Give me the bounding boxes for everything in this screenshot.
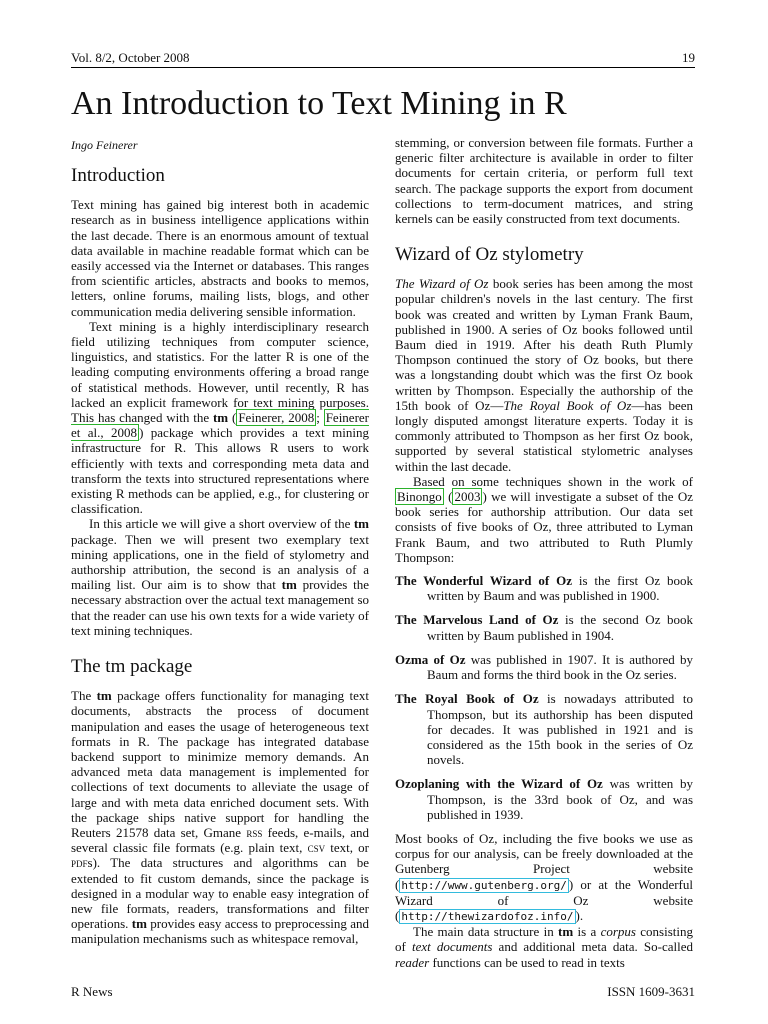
- package-name: tm: [96, 688, 112, 704]
- book-list-title: Ozoplaning with the Wizard of Oz: [395, 776, 603, 792]
- journal-name: R News: [71, 984, 113, 999]
- spacer: [395, 565, 693, 573]
- tm-paragraph-1: [71, 688, 369, 946]
- text-run: ) or at the Wonderful Wizard of Oz website (: [395, 876, 693, 923]
- text-run: provides easy access to preprocessing and manipulation mechanisms such as whitespace removal,: [71, 916, 370, 947]
- section-heading-tm-package: The tm package: [71, 656, 193, 678]
- acronym-rss: rss: [246, 824, 263, 840]
- wizardofoz-url-link[interactable]: http://thewizardofoz.info/: [401, 909, 574, 923]
- left-column: [71, 135, 369, 947]
- article-title: An Introduction to Text Mining in R: [71, 85, 567, 122]
- package-name: tm: [212, 410, 229, 426]
- issn: ISSN 1609-3631: [607, 984, 695, 999]
- section-heading-introduction: Introduction: [71, 165, 165, 187]
- book-list-item: [395, 776, 693, 822]
- book-list-desc: is the second Oz book written by Baum published in 1904.: [427, 612, 694, 643]
- citation-link[interactable]: Feinerer, 2008: [238, 410, 315, 426]
- text-run: Text mining is a highly interdisciplinary research field utilizing techniques from computer science, linguistics, and statistics. For the latter R is one of the leading computing environments offering a broad range of statistical methods. However, until recently, R has lacked an explicit framework for text mining purposes. This has changed with the: [71, 318, 369, 426]
- text-run: (: [231, 410, 237, 426]
- package-name: tm: [131, 916, 147, 932]
- text-run: book series has been among the most popular children's novels in the last century. The first book was created and written by Lyman Frank Baum, published in 1900. A series of Oz books followed until Baum died in 1919. After his death Ruth Plumly Thompson continued the story of Oz books, but there was a longstanding doubt which was the first Oz book written by Thompson. Especially the authorship of the 15th book of Oz—: [395, 276, 694, 413]
- page-footer: [71, 984, 695, 1000]
- book-list-desc: was written by Thompson, is the 33rd book of Oz, and was published in 1939.: [427, 776, 694, 822]
- text-run: Based on some techniques shown in the work of: [413, 473, 693, 489]
- text-run: provides the necessary abstraction over the actual text management so that the reader can use his own texts for a wide variety of text mining techniques.: [71, 577, 370, 638]
- book-list: [395, 573, 693, 822]
- header-rule: [71, 67, 695, 68]
- oz-paragraph-3: [395, 831, 693, 924]
- text-run: package offers functionality for managing text documents, abstracts the process of document manipulation and eases the usage of heterogeneous text formats in R. The package has integrated database backend support to minimize memory demands. An advanced meta data management is implemented for collections of text documents to alleviate the usage of large and with meta data enriched document sets. With the package ships native support for handling the Reuters 21578 data set, Gmane: [71, 688, 369, 840]
- book-list-desc: is the first Oz book written by Baum and was published in 1900.: [427, 573, 694, 604]
- book-list-item: [395, 573, 693, 603]
- book-list-title: The Marvelous Land of Oz: [395, 612, 559, 628]
- text-run: ) we will investigate a subset of the Oz book series for authorship attribution. Our data set consists of five books of Oz, three attributed to Lyman Frank Baum, and two attributed to Ruth Plumly Thompson:: [395, 489, 694, 565]
- text-run: text, or: [330, 840, 370, 856]
- book-title-italic: The Wizard of Oz: [395, 276, 489, 292]
- book-list-item: [395, 612, 693, 642]
- text-run: The main data structure in: [413, 924, 554, 940]
- text-run: In this article we will give a short overview of the: [89, 516, 351, 532]
- spacer: [71, 638, 369, 656]
- text-run: Most books of Oz, including the five books we use as corpus for our analysis, can be freely downloaded at the Gutenberg Project website (: [395, 830, 693, 892]
- book-list-title: The Wonderful Wizard of Oz: [395, 573, 572, 589]
- book-list-title: The Royal Book of Oz: [395, 691, 539, 707]
- acronym-csv: csv: [307, 840, 326, 856]
- package-name: tm: [558, 924, 574, 940]
- book-list-desc: was published in 1907. It is authored by Baum and forms the third book in the Oz series.: [427, 651, 694, 683]
- text-run: feeds, e-mails, and several classic file formats (e.g. plain text,: [71, 824, 370, 856]
- text-run: —has been longly disputed amongst literature experts. Today it is commonly attributed to Thompson as her first Oz book, supported by several statistical stylometric analyses within the last decade.: [395, 397, 693, 474]
- text-run: is a: [577, 924, 597, 940]
- text-run: ;: [316, 410, 320, 426]
- intro-paragraph-3: [71, 516, 369, 638]
- citation-link[interactable]: 2003: [454, 489, 481, 505]
- term-italic: reader: [395, 954, 430, 970]
- text-run: functions can be used to read in texts: [432, 954, 625, 970]
- tm-paragraph-2: stemming, or conversion between file formats. Further a generic filter architecture is available in order to filter documents for certain criteria, or perform full text search. The package supports the export from document collections to term-document matrices, and string kernels can be easily constructed from text documents.: [395, 135, 693, 227]
- book-list-item: [395, 691, 693, 767]
- package-name: tm: [353, 516, 369, 532]
- author-name: Ingo Feinerer: [71, 138, 138, 152]
- text-run: package. Then we will present two exemplary text mining applications, one in the field of stylometry and authorship attribution, the second is an analysis of a mailing list. Our aim is to show that: [71, 531, 369, 593]
- oz-paragraph-4: [395, 924, 693, 970]
- book-list-desc: is nowadays attributed to Thompson, but its authorship has been disputed for decades. It was published in 1921 and is considered as the 15th book in the series of Oz novels.: [427, 691, 693, 768]
- text-run: (: [448, 489, 453, 505]
- text-run: consisting of: [395, 924, 694, 955]
- text-run: The: [71, 688, 92, 704]
- term-italic: text documents: [411, 939, 493, 955]
- running-head: [71, 50, 695, 66]
- acronym-pdf: pdf: [71, 855, 88, 871]
- book-list-title: Ozma of Oz: [395, 651, 466, 667]
- book-list-item: [395, 652, 693, 682]
- volume-info: Vol. 8/2, October 2008: [71, 50, 190, 65]
- right-column: [395, 135, 693, 970]
- citation-link[interactable]: Binongo: [397, 489, 442, 505]
- text-run: and additional meta data. So-called: [498, 939, 693, 955]
- citation-link[interactable]: Feinerer et al., 2008: [71, 410, 369, 441]
- text-run: s). The data structures and algorithms can be extended to fit custom demands, since the package is designed in a modular way to enable easy integration of new file formats, readers, transformations and filter operations.: [71, 855, 369, 932]
- intro-paragraph-2: [71, 319, 369, 517]
- spacer: [395, 226, 693, 244]
- intro-paragraph-1: Text mining has gained big interest both in academic research as in business intelligence applications within the last decade. There is an enormous amount of textual data available in machine readable format which can be easily accessed via the Internet or databases. This ranges from scientific articles, abstracts and books to memos, letters, online forums, mailing lists, blogs, and other communication media delivering sensible information.: [71, 197, 369, 319]
- text-run: ) package which provides a text mining infrastructure for R. This allows R users to work efficiently with texts and corresponding meta data and transform the texts into structured representations where existing R methods can be applied, e.g., for clustering or classification.: [71, 425, 369, 517]
- oz-paragraph-1: [395, 276, 693, 474]
- package-name: tm: [281, 577, 297, 593]
- term-italic: corpus: [600, 924, 636, 940]
- text-run: ).: [575, 907, 584, 923]
- book-title-italic: The Royal Book of Oz: [503, 397, 632, 413]
- oz-paragraph-2: [395, 474, 693, 565]
- section-heading-wizard-of-oz: Wizard of Oz stylometry: [395, 244, 584, 266]
- page-number: 19: [682, 50, 695, 65]
- gutenberg-url-link[interactable]: http://www.gutenberg.org/: [401, 878, 567, 892]
